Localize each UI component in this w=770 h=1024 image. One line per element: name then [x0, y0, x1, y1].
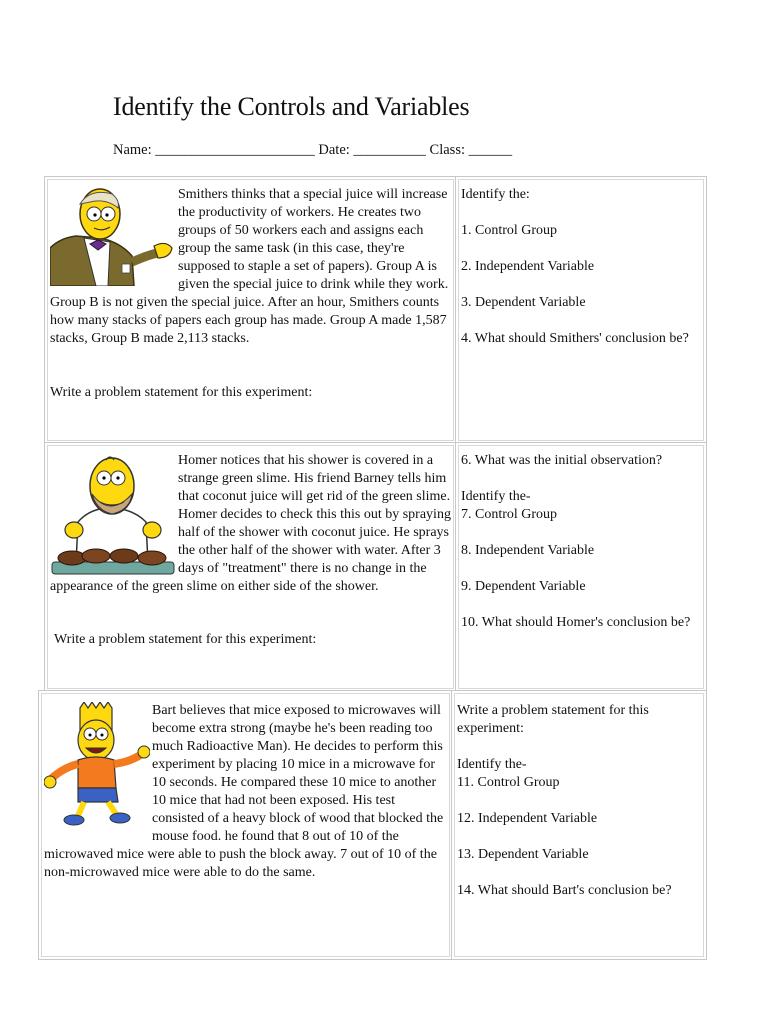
homer-problem-prompt: Write a problem statement for this experiment:	[54, 632, 317, 647]
smithers-icon	[50, 186, 176, 286]
homer-story	[50, 452, 452, 596]
smithers-story-text: Smithers thinks that a special juice will increase the productivity of workers. He creates two groups of 50 workers each and assigns each group the same task (in this case, they're supposed to staple a set of papers). Group A is given the special juice to drink while they work. Group B is not given the special juice. After an hour, Smithers counts how many stacks of papers each group has made. Group A made 1,587 stacks, Group B made 2,113 stacks.	[50, 187, 449, 346]
name-date-class-line: Name: ______________________ Date: __________ Class: ______	[113, 142, 513, 158]
question-10: 10. What should Homer's conclusion be?	[461, 615, 691, 630]
question-1: 1. Control Group	[461, 223, 558, 238]
question-14: 14. What should Bart's conclusion be?	[457, 883, 672, 898]
bart-problem-prompt: Write a problem statement for this experiment:	[457, 703, 649, 736]
question-12: 12. Independent Variable	[457, 811, 598, 826]
question-7: 7. Control Group	[461, 507, 558, 522]
bart-icon	[44, 702, 150, 826]
question-4: 4. What should Smithers' conclusion be?	[461, 331, 689, 346]
question-9: 9. Dependent Variable	[461, 579, 586, 594]
identify-label: Identify the-	[457, 757, 527, 772]
homer-image	[50, 452, 176, 578]
bart-story-text: Bart believes that mice exposed to microwaves will become extra strong (maybe he's been reading too much Radioactive Man). He decides to perform this experiment by placing 10 mice in a microwave for 10 seconds. He compared these 10 mice to another 10 mice that had not been exposed. His test consisted of a heavy block of wood that blocked the mouse food. he found that 8 out of 10 of the microwaved mice were able to push the block away. 7 out of 10 of the non-microwaved mice were able to do the same.	[44, 703, 444, 880]
bart-questions	[457, 702, 701, 918]
question-6: 6. What was the initial observation?	[461, 453, 663, 468]
smithers-image	[50, 186, 176, 294]
question-13: 13. Dependent Variable	[457, 847, 589, 862]
question-8: 8. Independent Variable	[461, 543, 595, 558]
smithers-problem-prompt: Write a problem statement for this experiment:	[50, 385, 313, 400]
homer-questions	[461, 452, 699, 650]
identify-intro: Identify the:	[461, 187, 530, 202]
question-11: 11. Control Group	[457, 775, 560, 790]
page-title: Identify the Controls and Variables	[113, 92, 470, 121]
smithers-questions	[461, 186, 699, 366]
homer-icon	[50, 452, 176, 578]
bart-story	[44, 702, 450, 882]
homer-story-text: Homer notices that his shower is covered in a strange green slime. His friend Barney tells him that coconut juice will get rid of the green slime. Homer decides to check this this out by spraying half of the shower with coconut juice. He sprays the other half of the shower with water. After 3 days of "treatment" there is no change in the appearance of the green slime on either side of the shower.	[50, 453, 451, 594]
smithers-story	[50, 186, 452, 348]
question-3: 3. Dependent Variable	[461, 295, 586, 310]
question-2: 2. Independent Variable	[461, 259, 595, 274]
bart-image	[44, 702, 150, 830]
identify-label: Identify the-	[461, 489, 531, 504]
